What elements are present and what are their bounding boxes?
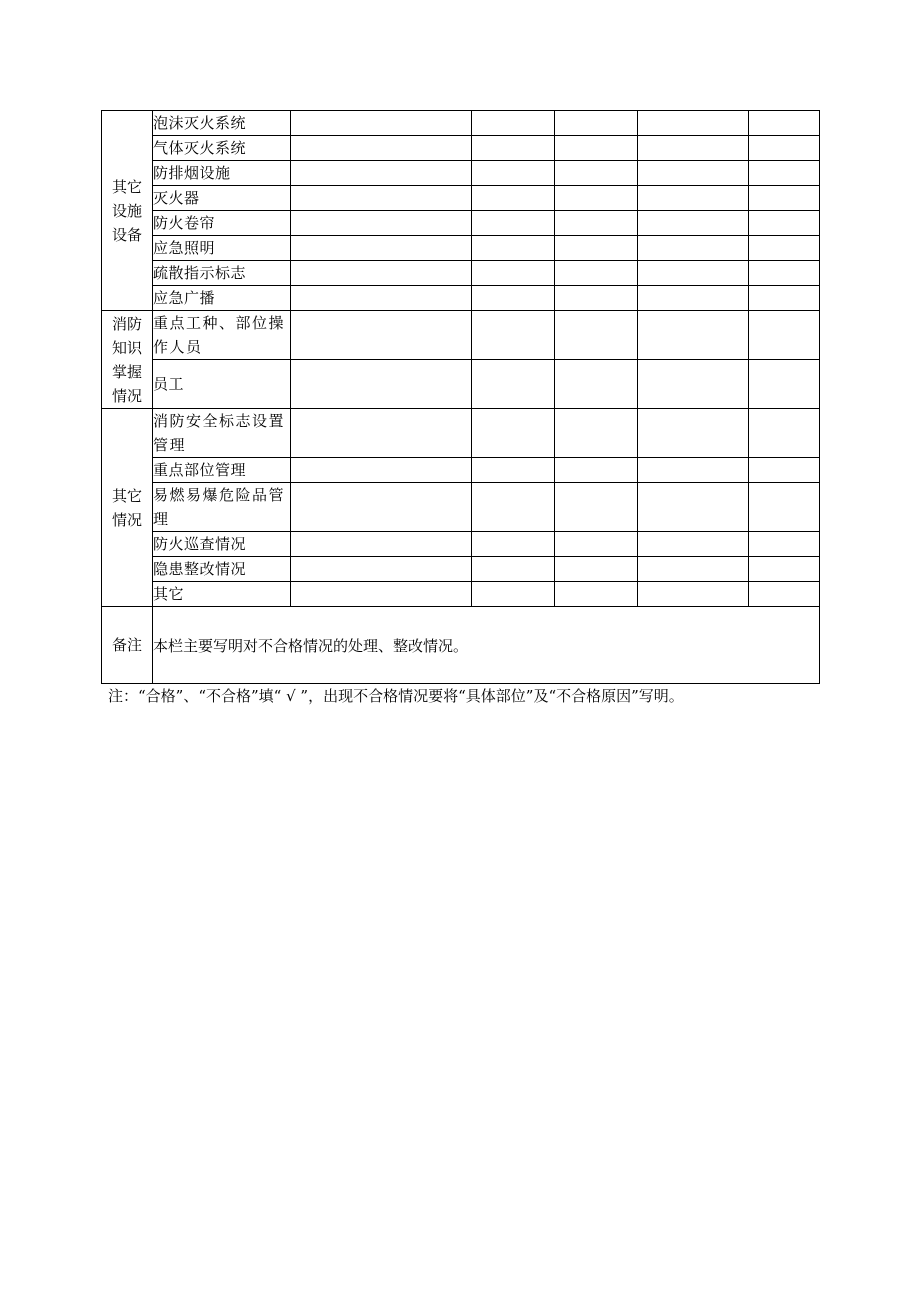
- cell-location[interactable]: [291, 360, 472, 409]
- cell-reason[interactable]: [638, 286, 749, 311]
- cell-signature[interactable]: [749, 261, 820, 286]
- cell-location[interactable]: [291, 261, 472, 286]
- cell-location[interactable]: [291, 483, 472, 532]
- cell-signature[interactable]: [749, 360, 820, 409]
- cell-location[interactable]: [291, 532, 472, 557]
- cell-fail[interactable]: [555, 111, 638, 136]
- table-row: [102, 261, 820, 286]
- item-label: 应急广播: [153, 286, 291, 311]
- remark-text[interactable]: 本栏主要写明对不合格情况的处理、整改情况。: [153, 607, 820, 684]
- cell-reason[interactable]: [638, 111, 749, 136]
- cell-fail[interactable]: [555, 582, 638, 607]
- item-label: 重点部位管理: [153, 458, 291, 483]
- cell-location[interactable]: [291, 111, 472, 136]
- cell-signature[interactable]: [749, 236, 820, 261]
- cell-fail[interactable]: [555, 532, 638, 557]
- cell-fail[interactable]: [555, 211, 638, 236]
- cell-fail[interactable]: [555, 409, 638, 458]
- cell-pass[interactable]: [472, 582, 555, 607]
- item-label: 疏散指示标志: [153, 261, 291, 286]
- table-row: [102, 582, 820, 607]
- table-row: [102, 557, 820, 582]
- cell-pass[interactable]: [472, 261, 555, 286]
- cell-reason[interactable]: [638, 161, 749, 186]
- cell-pass[interactable]: [472, 161, 555, 186]
- cell-reason[interactable]: [638, 582, 749, 607]
- table-row: [102, 211, 820, 236]
- cell-reason[interactable]: [638, 532, 749, 557]
- cell-fail[interactable]: [555, 286, 638, 311]
- cell-location[interactable]: [291, 136, 472, 161]
- cell-pass[interactable]: [472, 236, 555, 261]
- cell-signature[interactable]: [749, 311, 820, 360]
- cell-signature[interactable]: [749, 111, 820, 136]
- item-label: 隐患整改情况: [153, 557, 291, 582]
- item-label: 防火巡查情况: [153, 532, 291, 557]
- cell-fail[interactable]: [555, 261, 638, 286]
- remark-row: [102, 607, 820, 684]
- cell-fail[interactable]: [555, 186, 638, 211]
- cell-fail[interactable]: [555, 483, 638, 532]
- table-row: [102, 360, 820, 409]
- cell-reason[interactable]: [638, 483, 749, 532]
- cell-fail[interactable]: [555, 236, 638, 261]
- cell-reason[interactable]: [638, 236, 749, 261]
- cell-fail[interactable]: [555, 311, 638, 360]
- cell-pass[interactable]: [472, 136, 555, 161]
- cell-signature[interactable]: [749, 211, 820, 236]
- table-row: [102, 111, 820, 136]
- footnote: 注：“合格”、“不合格”填“ √ ”，出现不合格情况要将“具体部位”及“不合格原因”写明。: [108, 687, 684, 705]
- cell-signature[interactable]: [749, 557, 820, 582]
- cell-pass[interactable]: [472, 186, 555, 211]
- cell-location[interactable]: [291, 161, 472, 186]
- table-row: [102, 236, 820, 261]
- cell-location[interactable]: [291, 582, 472, 607]
- cell-signature[interactable]: [749, 186, 820, 211]
- cell-signature[interactable]: [749, 582, 820, 607]
- item-label: 灭火器: [153, 186, 291, 211]
- item-label: 消防安全标志设置管理: [153, 409, 291, 458]
- cell-pass[interactable]: [472, 311, 555, 360]
- cell-pass[interactable]: [472, 286, 555, 311]
- cell-location[interactable]: [291, 186, 472, 211]
- section-label: 其它 设施 设备: [102, 111, 153, 311]
- item-label: 易燃易爆危险品管理: [153, 483, 291, 532]
- cell-reason[interactable]: [638, 409, 749, 458]
- cell-reason[interactable]: [638, 261, 749, 286]
- item-label: 防排烟设施: [153, 161, 291, 186]
- item-label: 员工: [153, 360, 291, 409]
- inspection-form-table: [101, 110, 820, 684]
- item-label: 应急照明: [153, 236, 291, 261]
- table-row: [102, 311, 820, 360]
- cell-fail[interactable]: [555, 458, 638, 483]
- table-row: [102, 458, 820, 483]
- cell-pass[interactable]: [472, 458, 555, 483]
- cell-fail[interactable]: [555, 360, 638, 409]
- item-label: 泡沫灭火系统: [153, 111, 291, 136]
- cell-signature[interactable]: [749, 286, 820, 311]
- cell-reason[interactable]: [638, 360, 749, 409]
- table-row: [102, 532, 820, 557]
- table-row: [102, 286, 820, 311]
- cell-location[interactable]: [291, 236, 472, 261]
- cell-pass[interactable]: [472, 211, 555, 236]
- cell-signature[interactable]: [749, 161, 820, 186]
- cell-pass[interactable]: [472, 360, 555, 409]
- cell-fail[interactable]: [555, 136, 638, 161]
- item-label: 重点工种、部位操作人员: [153, 311, 291, 360]
- remark-label: 备注: [102, 607, 153, 684]
- cell-pass[interactable]: [472, 557, 555, 582]
- cell-location[interactable]: [291, 286, 472, 311]
- cell-fail[interactable]: [555, 557, 638, 582]
- cell-pass[interactable]: [472, 111, 555, 136]
- cell-signature[interactable]: [749, 409, 820, 458]
- item-label: 防火卷帘: [153, 211, 291, 236]
- item-label: 气体灭火系统: [153, 136, 291, 161]
- cell-location[interactable]: [291, 211, 472, 236]
- cell-reason[interactable]: [638, 311, 749, 360]
- section-label: 消防 知识 掌握 情况: [102, 311, 153, 409]
- cell-signature[interactable]: [749, 483, 820, 532]
- cell-pass[interactable]: [472, 532, 555, 557]
- table-row: [102, 409, 820, 458]
- cell-location[interactable]: [291, 458, 472, 483]
- table-row: [102, 483, 820, 532]
- cell-location[interactable]: [291, 409, 472, 458]
- cell-location[interactable]: [291, 311, 472, 360]
- cell-fail[interactable]: [555, 161, 638, 186]
- cell-reason[interactable]: [638, 136, 749, 161]
- table-row: [102, 136, 820, 161]
- table-row: [102, 186, 820, 211]
- cell-reason[interactable]: [638, 186, 749, 211]
- cell-signature[interactable]: [749, 532, 820, 557]
- cell-signature[interactable]: [749, 458, 820, 483]
- cell-reason[interactable]: [638, 211, 749, 236]
- section-label: 其它 情况: [102, 409, 153, 607]
- cell-pass[interactable]: [472, 409, 555, 458]
- cell-reason[interactable]: [638, 458, 749, 483]
- table-row: [102, 161, 820, 186]
- cell-location[interactable]: [291, 557, 472, 582]
- cell-pass[interactable]: [472, 483, 555, 532]
- cell-reason[interactable]: [638, 557, 749, 582]
- cell-signature[interactable]: [749, 136, 820, 161]
- item-label: 其它: [153, 582, 291, 607]
